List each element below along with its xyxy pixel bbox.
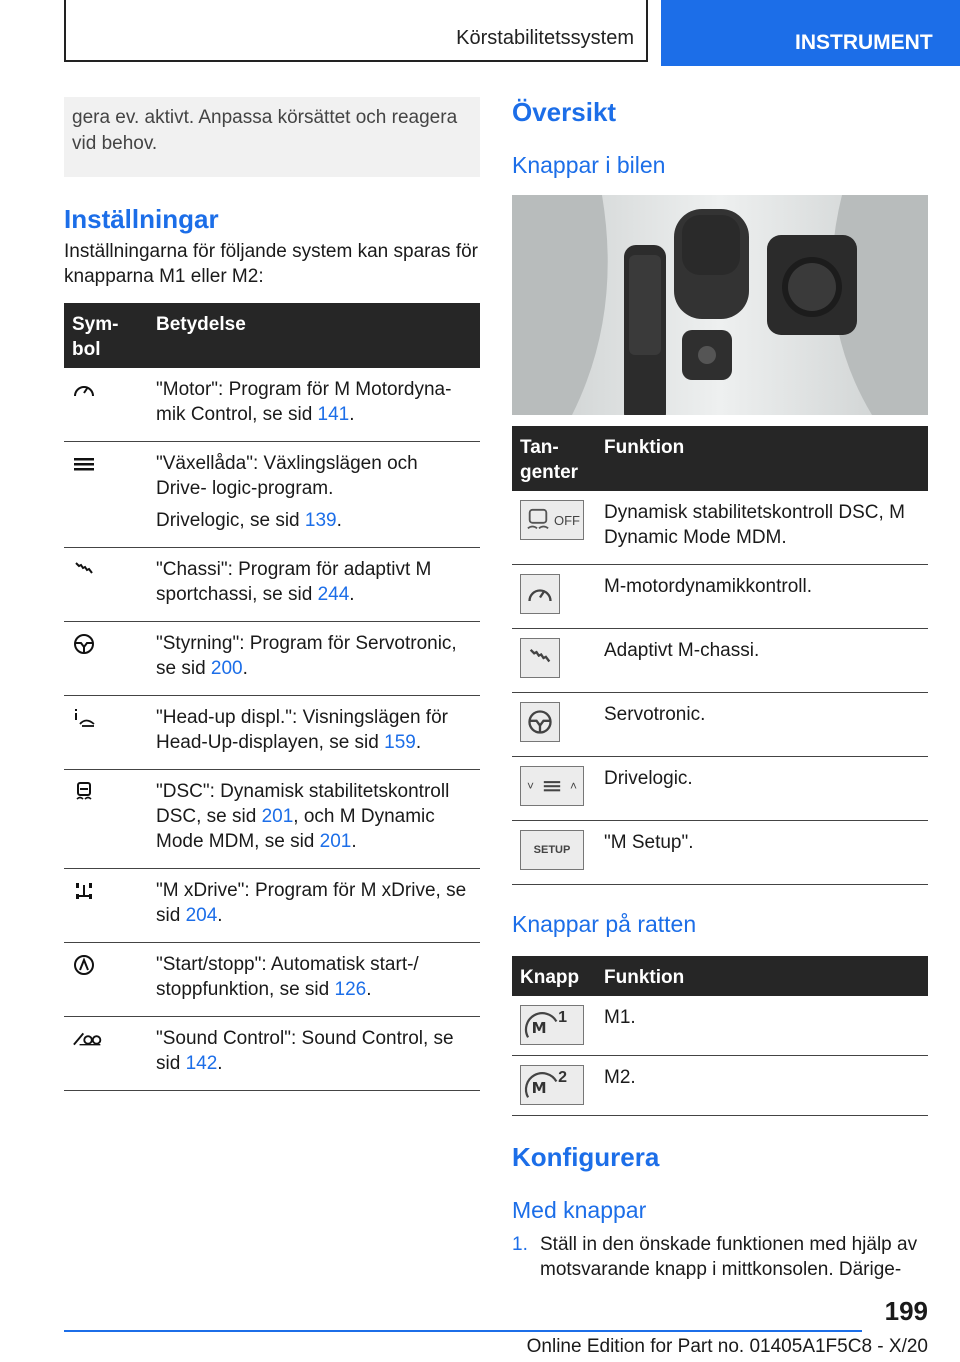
- steering-button-icon: [520, 702, 560, 742]
- suspension-icon: [72, 559, 140, 581]
- col-header-symbol: Sym- bol: [64, 303, 148, 368]
- table-row: OFF Dynamisk stabilitetskontroll DSC, M Dynamic Mode MDM.: [512, 491, 928, 565]
- gearbox-icon: [72, 453, 140, 475]
- table-header-row: [512, 426, 928, 491]
- keys-table: [512, 426, 928, 885]
- table-row: "Chassi": Program för adaptivt M sportchassi, se sid 244.: [64, 548, 480, 622]
- table-row: "Växellåda": Växlingslägen och Drive- logic-program. Drivelogic, se sid 139.: [64, 442, 480, 548]
- settings-heading: Inställningar: [64, 204, 219, 234]
- table-row: SETUP "M Setup".: [512, 821, 928, 885]
- page-link[interactable]: 159: [384, 732, 416, 753]
- steps-list: [512, 1232, 928, 1282]
- gauge-button-icon: [520, 574, 560, 614]
- col-header-button: Knapp: [512, 956, 596, 996]
- chapter-tab: [661, 0, 960, 66]
- xdrive-icon: [72, 880, 140, 902]
- settings-intro: Inställningarna för följande system kan sparas för knapparna M1 eller M2:: [64, 241, 478, 287]
- page-link[interactable]: 126: [334, 979, 367, 1000]
- page-link[interactable]: 139: [304, 510, 337, 531]
- footer-divider: [64, 1330, 862, 1332]
- table-row: M 1 M1.: [512, 996, 928, 1056]
- table-row: "M xDrive": Program för M xDrive, se sid 204.: [64, 869, 480, 943]
- table-row: Adaptivt M-chassi.: [512, 629, 928, 693]
- col-header-keys: Tan- genter: [512, 426, 596, 491]
- table-row: "Sound Control": Sound Control, se sid 142.: [64, 1017, 480, 1091]
- gauge-icon: [72, 379, 140, 401]
- footer-edition: Online Edition for Part no. 01405A1F5C8 - X/20: [526, 1336, 928, 1357]
- drivelogic-button-icon: ˅ ˄: [520, 766, 584, 806]
- right-column: [512, 97, 928, 1282]
- left-column: [64, 97, 480, 1091]
- table-row: "Motor": Program för M Motordyna- mik Control, se sid 141.: [64, 368, 480, 442]
- table-row: Servotronic.: [512, 693, 928, 757]
- start-stop-icon: [72, 954, 140, 976]
- table-row: "Start/stopp": Automatisk start-/ stoppfunktion, se sid 126.: [64, 943, 480, 1017]
- dsc-car-icon: [72, 781, 140, 803]
- with-buttons-heading: Med knappar: [512, 1197, 647, 1223]
- center-console-photo: [512, 195, 928, 415]
- page-number: 199: [884, 1296, 928, 1326]
- table-row: ˅ ˄ Drivelogic.: [512, 757, 928, 821]
- page-link[interactable]: 142: [185, 1053, 218, 1074]
- suspension-button-icon: [520, 638, 560, 678]
- page-link[interactable]: 200: [210, 658, 243, 679]
- svg-text:M: M: [531, 1018, 547, 1037]
- steering-wheel-icon: [72, 633, 140, 655]
- section-title: Körstabilitetssystem: [456, 27, 634, 49]
- note-box: [64, 97, 480, 177]
- table-row: "Styrning": Program för Servotronic, se sid 200.: [64, 622, 480, 696]
- page-link[interactable]: 244: [317, 584, 350, 605]
- page-link[interactable]: 201: [319, 831, 352, 852]
- note-text: gera ev. aktivt. Anpassa körsättet och reagera vid behov.: [72, 107, 458, 154]
- head-up-display-icon: [72, 707, 140, 729]
- page-link[interactable]: 141: [317, 404, 350, 425]
- page-link[interactable]: 204: [185, 905, 218, 926]
- svg-text:M: M: [531, 1078, 547, 1097]
- table-header-row: [64, 303, 480, 368]
- list-item: 1. Ställ in den önskade funktionen med hjälp av motsvarande knapp i mittkonsolen. Därige-: [512, 1234, 918, 1280]
- table-header-row: [512, 956, 928, 996]
- m1-button-icon: M 1: [520, 1005, 584, 1045]
- col-header-function: Funktion: [596, 956, 928, 996]
- setup-button-icon: SETUP: [520, 830, 584, 870]
- steering-wheel-buttons-heading: Knappar på ratten: [512, 911, 697, 937]
- wheel-keys-table: [512, 956, 928, 1116]
- col-header-function: Funktion: [596, 426, 928, 491]
- table-row: M 2 M2.: [512, 1056, 928, 1116]
- overview-heading: Översikt: [512, 97, 617, 127]
- running-header-section: [64, 0, 648, 62]
- col-header-meaning: Betydelse: [148, 303, 480, 368]
- sound-control-icon: [72, 1028, 140, 1050]
- dsc-off-button-icon: OFF: [520, 500, 584, 540]
- table-row: "Head-up displ.": Visningslägen för Head-Up-displayen, se sid 159.: [64, 696, 480, 770]
- configure-heading: Konfigurera: [512, 1142, 660, 1172]
- settings-table: [64, 303, 480, 1091]
- table-row: "DSC": Dynamisk stabilitetskontroll DSC, se sid 201, och M Dynamic Mode MDM, se sid 201.: [64, 770, 480, 869]
- chapter-title: INSTRUMENT: [795, 31, 933, 54]
- m2-button-icon: M 2: [520, 1065, 584, 1105]
- table-row: M-motordynamikkontroll.: [512, 565, 928, 629]
- car-buttons-heading: Knappar i bilen: [512, 152, 666, 178]
- page-link[interactable]: 201: [261, 806, 294, 827]
